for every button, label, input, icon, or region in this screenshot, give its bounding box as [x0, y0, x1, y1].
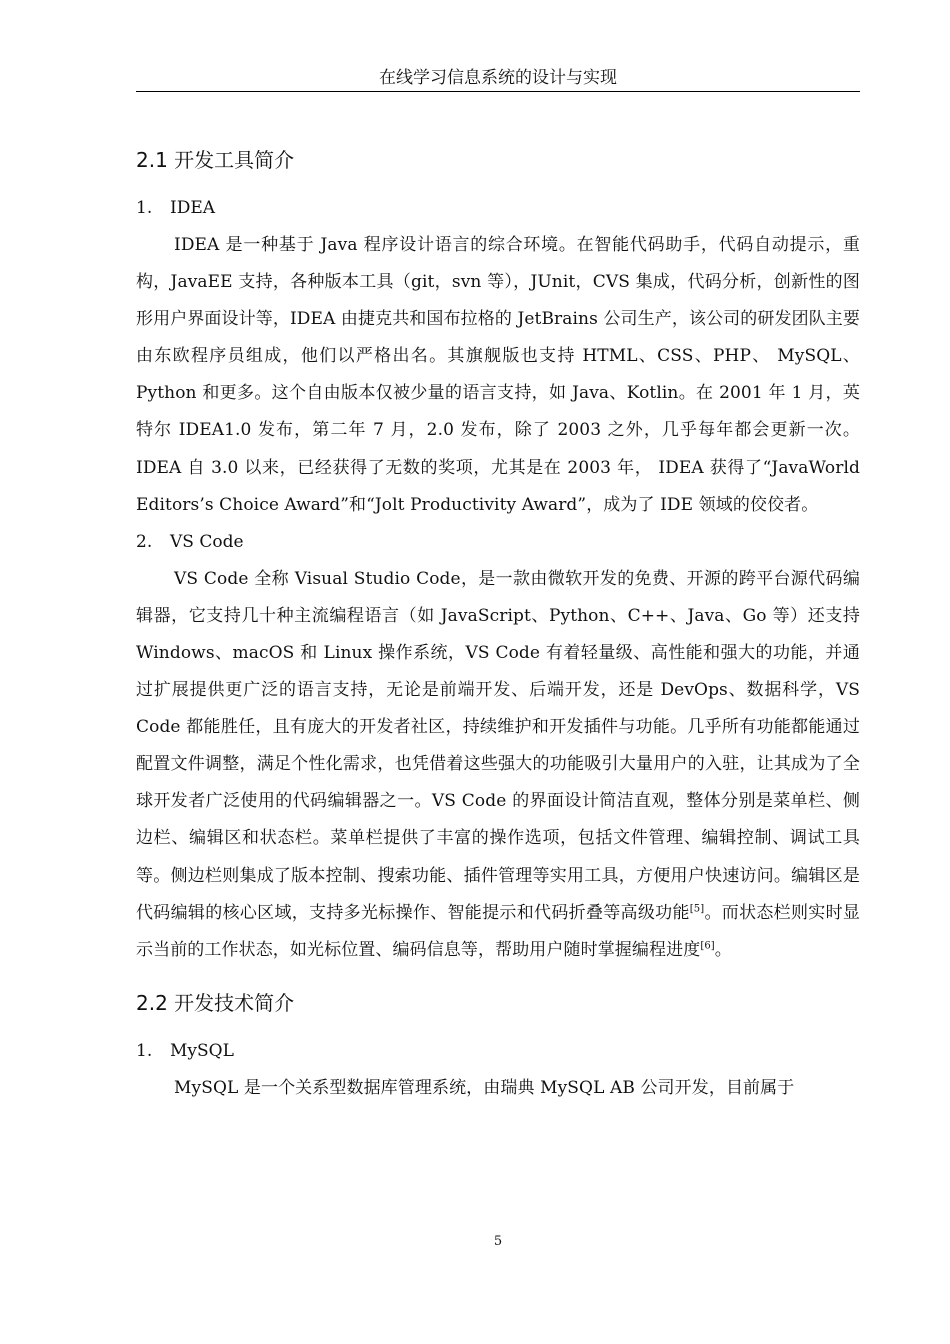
item-name: MySQL [170, 1040, 234, 1061]
paragraph-text: 。而状态栏则实时显示当前的工作状态，如光标位置、编码信息等，帮助用户随时掌握编程进度 [136, 902, 860, 960]
running-header: 在线学习信息系统的设计与实现 [379, 68, 617, 88]
item-heading-mysql [136, 1033, 860, 1070]
citation-5[interactable]: [5] [689, 902, 705, 914]
item-heading-vscode [136, 524, 860, 561]
page-number: 5 [493, 1234, 503, 1249]
item-number: 1. [136, 1040, 153, 1061]
item-number: 2. [136, 531, 153, 552]
header-rule [136, 91, 860, 92]
item-name: VS Code [170, 531, 244, 552]
paragraph-text: VS Code 全称 Visual Studio Code，是一款由微软开发的免费、开源的跨平台源代码编辑器，它支持几十种主流编程语言（如 JavaScript、Python、C++、Java、Go 等）还支持 Windows、macOS 和 Linux 操作系统，VS Code 有着轻量级、高性能和强大的功能，并通过扩展提供更广泛的语言支持，无论是前端开发、后端开发，还是 DevOps、数据科学，VS Code 都能胜任，且有庞大的开发者社区，持续维护和开发插件与功能。几乎所有功能都能通过配置文件调整，满足个性化需求，也凭借着这些强大的功能吸引大量用户的入驻，让其成为了全球开发者广泛使用的代码编辑器之一。VS Code 的界面设计简洁直观，整体分别是菜单栏、侧边栏、编辑区和状态栏。菜单栏提供了丰富的操作选项，包括文件管理、编辑控制、调试工具等。侧边栏则集成了版本控制、搜索功能、插件管理等实用工具，方便用户快速访问。编辑区是代码编辑的核心区域，支持多光标操作、智能提示和代码折叠等高级功能 [136, 568, 860, 923]
citation-6[interactable]: [6] [700, 940, 715, 952]
paragraph-idea: IDEA 是一种基于 Java 程序设计语言的综合环境。在智能代码助手，代码自动提示，重构，JavaEE 支持，各种版本工具（git，svn 等），JUnit，CVS 集成，代码分析，创新性的图形用户界面设计等，IDEA 由捷克共和国布拉格的 JetBrains 公司生产，该公司的研发团队主要由东欧程序员组成，他们以严格出名。其旗舰版也支持 HTML、CSS、PHP、 MySQL、 Python 和更多。这个自由版本仅被少量的语言支持，如 Java、Kotlin。在 2001 年 1 月，英特尔 IDEA1.0 发布，第二年 7 月，2.0 发布，除了 2003 之外，几乎每年都会更新一次。IDEA 自 3.0 以来，已经获得了无数的奖项，尤其是在 2003 年， IDEA 获得了“JavaWorld Editors’s Choice Award”和“Jolt Productivity Award”，成为了 IDE 领域的佼佼者。 [136, 235, 860, 515]
page-content [136, 140, 860, 1107]
item-name: IDEA [170, 198, 216, 218]
paragraph-mysql: MySQL 是一个关系型数据库管理系统，由瑞典 MySQL AB 公司开发，目前属于 [174, 1077, 795, 1098]
item-heading-idea [136, 190, 860, 227]
section-title-2-2: 2.2 开发技术简介 [136, 990, 295, 1015]
section-title-2-1: 2.1 开发工具简介 [136, 148, 295, 172]
paragraph-text: 。 [714, 939, 732, 960]
item-number: 1. [136, 198, 153, 218]
paragraph-vscode [136, 561, 860, 969]
